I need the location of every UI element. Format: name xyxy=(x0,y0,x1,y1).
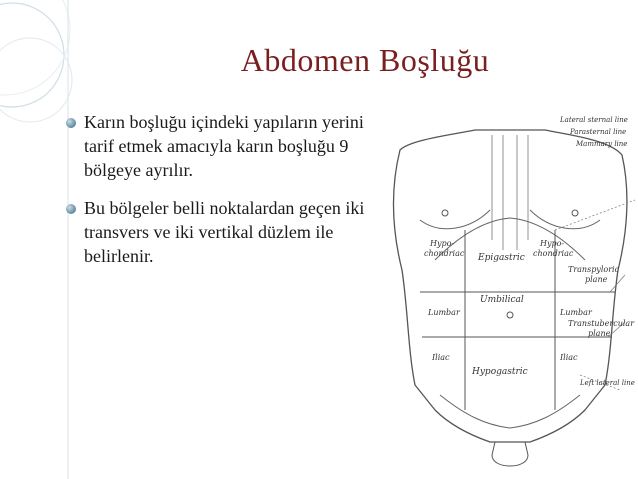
label-hypogastric: Hypogastric xyxy=(472,367,528,377)
label-transtubercular: Transtubercular xyxy=(568,319,635,328)
label-left-lateral-line: Left lateral line xyxy=(580,379,635,387)
slide-title: Abdomen Boşluğu xyxy=(240,42,490,78)
bullet-marker-icon xyxy=(66,204,76,214)
label-iliac-left: Iliac xyxy=(432,353,450,362)
bullet-list xyxy=(62,110,382,282)
label-hypochondriac-left-2: chondriac xyxy=(424,249,465,258)
bullet-text: Bu bölgeler belli noktalardan geçen iki transvers ve iki vertikal düzlem ile belirlenir. xyxy=(84,198,365,266)
label-mammary-line: Mammary line xyxy=(576,140,628,148)
label-lumbar-left: Lumbar xyxy=(428,308,460,317)
label-lateral-sternal-line: Lateral sternal line xyxy=(560,116,628,124)
label-transpyloric: Transpyloric xyxy=(568,265,620,274)
label-hypochondriac-right-2: chondriac xyxy=(533,249,574,258)
label-transtubercular-plane: plane xyxy=(588,329,611,338)
label-hypochondriac-left: Hypo- xyxy=(430,239,455,248)
label-umbilical: Umbilical xyxy=(480,295,524,305)
label-lumbar-right: Lumbar xyxy=(560,308,592,317)
bullet-item xyxy=(62,110,382,182)
torso-outline xyxy=(393,130,627,442)
label-parasternal-line: Parasternal line xyxy=(570,128,627,136)
label-transpyloric-plane: plane xyxy=(585,275,608,284)
label-hypochondriac-right: Hypo- xyxy=(540,239,565,248)
bullet-text: Karın boşluğu içindeki yapıların yerini tarif etmek amacıyla karın boşluğu 9 bölgeye ayrılır. xyxy=(84,112,364,180)
bullet-marker-icon xyxy=(66,118,76,128)
label-epigastric: Epigastric xyxy=(478,253,525,263)
bullet-item xyxy=(62,196,382,268)
label-iliac-right: Iliac xyxy=(560,353,578,362)
abdomen-regions-diagram xyxy=(380,110,638,479)
